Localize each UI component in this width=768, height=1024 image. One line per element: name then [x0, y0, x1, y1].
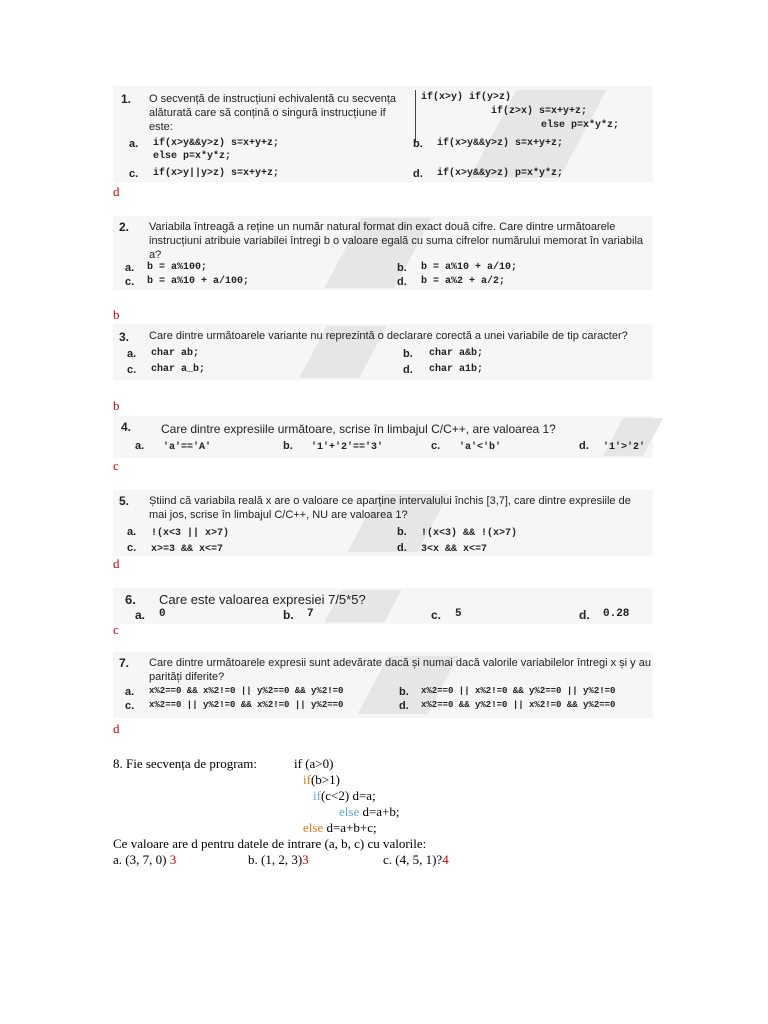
- option-label: c.: [431, 608, 442, 622]
- option-label: a.: [135, 440, 145, 452]
- answer-1: d: [113, 184, 120, 199]
- code-line: if(x>y) if(y>z): [421, 92, 512, 103]
- question-text: Care dintre următoarele variante nu reprezintă o declarare corectă a unei variabile de tip caracter?: [149, 330, 628, 342]
- option-label: b.: [413, 138, 423, 150]
- option-code: b = a%2 + a/2;: [421, 276, 506, 287]
- answer-3: b: [113, 398, 120, 413]
- option-code: 'a'=='A': [163, 442, 212, 453]
- question-number: 2.: [119, 220, 130, 234]
- option-code: else p=x*y*z;: [153, 151, 232, 162]
- option-text: c. (4, 5, 1)?: [383, 852, 443, 867]
- keyword-else: else: [339, 804, 360, 819]
- option-label: c.: [127, 364, 137, 376]
- answer-2: b: [113, 307, 120, 322]
- question-2-scan: [113, 216, 653, 290]
- code-text: d=a+b+c;: [323, 820, 377, 835]
- option-code: 5: [455, 608, 462, 620]
- option-answer: 4: [442, 852, 449, 867]
- option-code: x%2==0 && y%2!=0 || x%2!=0 && y%2==0: [421, 700, 616, 710]
- option-label: a.: [129, 138, 139, 150]
- answer-5: d: [113, 556, 120, 571]
- option-label: d.: [403, 364, 413, 376]
- code-line: else p=x*y*z;: [541, 120, 620, 131]
- option-label: d.: [579, 440, 589, 452]
- option-label: a.: [135, 608, 146, 622]
- option-code: char a1b;: [429, 364, 484, 375]
- option-label: d.: [399, 700, 409, 712]
- option-label: d.: [579, 608, 590, 622]
- code-text: d=a+b;: [359, 804, 400, 819]
- option-label: b.: [399, 686, 409, 698]
- option-label: c.: [125, 700, 135, 712]
- option-code: b = a%100;: [147, 262, 208, 273]
- option-code: b = a%10 + a/100;: [147, 276, 250, 287]
- option-code: 'a'<'b': [459, 442, 502, 453]
- q8-code-line-2: [303, 772, 340, 788]
- option-code: if(x>y&&y>z) p=x*y*z;: [437, 168, 564, 179]
- question-4-scan: [113, 416, 653, 458]
- question-number: 4.: [121, 420, 132, 434]
- keyword-if: if: [303, 772, 311, 787]
- option-code: if(x>y||y>z) s=x+y+z;: [153, 168, 280, 179]
- question-text: Care este valoarea expresiei 7/5*5?: [159, 592, 366, 607]
- option-label: a.: [125, 262, 135, 274]
- q8-code-line-3: [313, 788, 376, 804]
- watermark: [470, 90, 607, 178]
- q8-code-line-4: [339, 804, 400, 820]
- option-label: d.: [413, 168, 423, 180]
- option-code: 0.28: [603, 608, 630, 620]
- question-6-scan: [113, 588, 653, 624]
- option-code: char a_b;: [151, 364, 206, 375]
- question-text: Care dintre expresiile următoare, scrise în limbajul C/C++, are valoarea 1?: [161, 422, 556, 436]
- option-code: x%2==0 || y%2!=0 && x%2!=0 || y%2==0: [149, 700, 344, 710]
- option-code: 7: [307, 608, 314, 620]
- option-label: b.: [283, 608, 294, 622]
- option-code: !(x<3 || x>7): [151, 528, 230, 539]
- question-text: O secvență de instrucțiuni echivalentă cu secvența alăturată care să conțină o singură instrucțiune if este:: [149, 93, 397, 133]
- option-label: a.: [127, 526, 137, 538]
- option-answer: 3: [169, 852, 177, 867]
- question-3-scan: [113, 324, 653, 380]
- question-number: 6.: [125, 592, 136, 607]
- question-text: Știind că variabila reală x are o valoare ce aparține intervalului închis [3,7], care dintre expresiile de mai jos, scrise în limbajul C/C++, NU are valoarea 1?: [149, 495, 631, 521]
- option-code: 0: [159, 608, 166, 620]
- option-label: a.: [127, 348, 137, 360]
- option-label: d.: [397, 542, 407, 554]
- keyword-else: else: [303, 820, 324, 835]
- q8-option-b: [248, 852, 309, 868]
- option-code: b = a%10 + a/10;: [421, 262, 518, 273]
- question-5-scan: [113, 490, 653, 556]
- question-number: 5.: [119, 494, 130, 508]
- option-code: if(x>y&&y>z) s=x+y+z;: [153, 138, 280, 149]
- option-label: c.: [129, 168, 139, 180]
- option-code: char a&b;: [429, 348, 484, 359]
- option-code: char ab;: [151, 348, 200, 359]
- option-label: b.: [397, 262, 407, 274]
- answer-4: c: [113, 458, 119, 473]
- option-code: '1'>'2': [603, 442, 646, 453]
- option-text: b. (1, 2, 3): [248, 852, 303, 867]
- option-code: '1'+'2'=='3': [311, 442, 384, 453]
- option-code: 3<x && x<=7: [421, 544, 488, 555]
- q8-intro: 8. Fie secvența de program:: [113, 756, 258, 771]
- option-label: d.: [397, 276, 407, 288]
- answer-6: c: [113, 622, 119, 637]
- option-label: c.: [125, 276, 135, 288]
- option-label: c.: [127, 542, 137, 554]
- q8-code-line-5: [303, 820, 377, 836]
- option-answer: 3: [302, 852, 309, 867]
- divider: [415, 90, 416, 142]
- option-code: x%2==0 && x%2!=0 || y%2==0 && y%2!=0: [149, 686, 344, 696]
- q8-option-c: [383, 852, 449, 868]
- question-text: Care dintre următoarele expresii sunt adevărate dacă și numai dacă valorile variabilelor întregi x și y au parități diferite?: [149, 657, 651, 683]
- option-text: a. (3, 7, 0): [113, 852, 167, 867]
- option-code: if(x>y&&y>z) s=x+y+z;: [437, 138, 564, 149]
- option-label: b.: [283, 440, 293, 452]
- keyword-if: if: [313, 788, 321, 803]
- option-label: b.: [397, 526, 407, 538]
- question-number: 1.: [121, 92, 132, 106]
- question-7-scan: [113, 652, 653, 718]
- code-line: if(z>x) s=x+y+z;: [491, 106, 588, 117]
- option-code: x%2==0 || x%2!=0 && y%2==0 || y%2!=0: [421, 686, 616, 696]
- q8-question: Ce valoare are d pentru datele de intrare (a, b, c) cu valorile:: [113, 836, 427, 851]
- code-text: (b>1): [310, 772, 340, 787]
- option-code: !(x<3) && !(x>7): [421, 528, 518, 539]
- question-number: 7.: [119, 656, 130, 670]
- question-text: Variabila întreagă a reține un număr natural format din exact două cifre. Care dintre următoarele instrucțiuni atribuie variabilei întregi b o valoare egală cu suma cifrelor numărului memorat în variabila a?: [149, 221, 644, 261]
- answer-7: d: [113, 721, 120, 736]
- q8-option-a: [113, 852, 176, 868]
- question-1-scan: [113, 86, 653, 182]
- option-label: c.: [431, 440, 441, 452]
- code-text: (c<2) d=a;: [320, 788, 376, 803]
- option-label: a.: [125, 686, 135, 698]
- question-number: 3.: [119, 330, 130, 344]
- option-code: x>=3 && x<=7: [151, 544, 224, 555]
- q8-code-line-1: if (a>0): [294, 756, 334, 771]
- option-label: b.: [403, 348, 413, 360]
